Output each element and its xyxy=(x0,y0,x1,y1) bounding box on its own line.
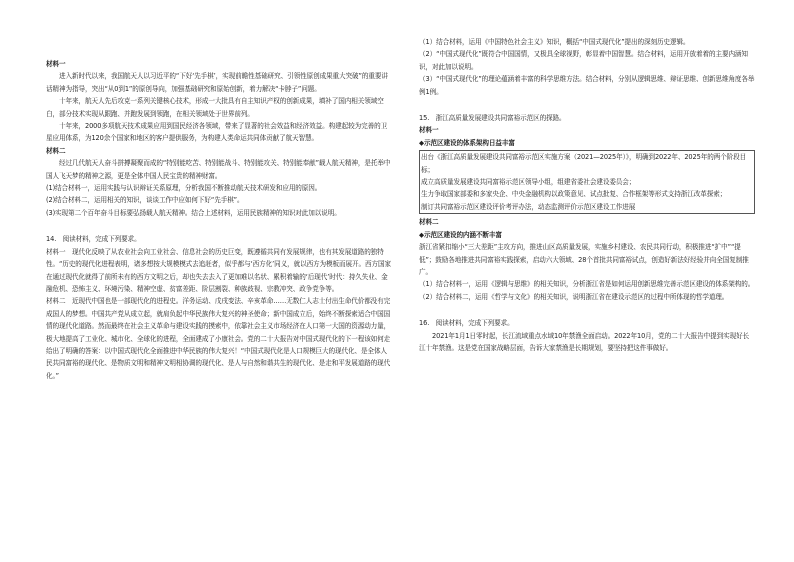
q15-heading-two: ◆示范区建设的内涵不断丰富 xyxy=(419,230,502,239)
q15-framework-box xyxy=(419,150,755,214)
material-two-paragraph: 经过几代航天人奋斗拼搏凝聚而成的“特别能吃苦、特别能战斗、特别能攻关、特别能奉献”载人航天精神，是托举中国人飞天梦的精神之源，更是全体中国人民宝贵的精神财富。 xyxy=(46,159,391,180)
question-15-title: 15. 浙江高质量发展建设共同富裕示范区的探路。 xyxy=(419,114,566,123)
material-one-title: 材料一 xyxy=(46,60,66,68)
question-item: （2）“中国式现代化”既符合中国国情，又极具全球视野，彰显着中国智慧。结合材料，运用开放着着的主要内涵知识，对此加以说明。 xyxy=(419,50,748,71)
question-item: （1）结合材料一，运用《逻辑与思维》的相关知识，分析浙江省是如何运用创新思维完善示范区建设的体系架构的。 xyxy=(419,280,755,289)
material-one-paragraph: 十年来，2000多项航天技术成果应用到国民经济各领域，带来了显著的社会效益和经济效益。构建起较为完善的卫星应用体系，为120余个国家和地区的客户提供服务，为构建人类命运共同体贡献了航天智慧。 xyxy=(46,122,388,143)
box-line: 成立高质量发展建设共同富裕示范区领导小组，组建省委社会建设委员会； xyxy=(421,178,636,187)
box-line: 出台《浙江高质量发展建设共同富裕示范区实施方案（2021—2025年）》，明确到2022年、2025年的两个阶段目标； xyxy=(421,153,747,174)
question-14-title: 14. 阅读材料，完成下列要求。 xyxy=(46,235,141,244)
right-column xyxy=(419,36,755,354)
question-item: (2)结合材料二，运用相关的知识，谈谈工作中应如何下好“先手棋”。 xyxy=(46,196,244,205)
left-column xyxy=(46,58,392,382)
question-14-material-two: 材料二 近现代中国也是一部现代化的进程史。洋务运动、戊戌变法、辛亥革命……无数仁人志士付出生命代价都没有完成国人的梦想。中国共产党从成立起，就肩负起中华民族伟大复兴的神圣使命；新中国成立后，始终不断探索适合中国国情的现代化道路。然而最终在社会主义革命与建设实践的摸索中，依靠社会主义市场经济在人口第一大国的资源动力量，极大地提高了工业化、城市化、全球化的进程，全面建成了小康社会。党的二十大报告对中国式现代化的下一程该如何走给出了明确的答案：以中国式现代化全面推进中华民族的伟大复兴！“中国式现代化是人口规模巨大的现代化、是全体人民共同富裕的现代化、是物质文明和精神文明相协调的现代化、是人与自然和谐共生的现代化、是走和平发展道路的现代化。” xyxy=(46,297,391,380)
question-item: (1)结合材料一，运用实践与认识辩证关系原理，分析我国不断推动航天技术研发和应用的原因。 xyxy=(46,184,322,193)
material-one-paragraph: 进入新时代以来，我国航天人以习近平的“下好‘先手棋’，实现前瞻性基础研究、引领性原创成果重大突破”的重要讲话精神为指导，突出“从0到1”的原创导向，加强基础研究和原始创新，着力解决“卡脖子”问题。 xyxy=(46,72,388,93)
material-one-paragraph: 十年来，航天人先后攻克一系列关键核心技术，形成一大批具有自主知识产权的创新成果，填补了国内相关领域空白，部分技术实现从跟跑、并跑发展到领跑，在相关领域处于世界前列。 xyxy=(46,97,384,118)
q15-material-two-title: 材料二 xyxy=(419,218,439,227)
q15-material-one-title: 材料一 xyxy=(419,126,439,135)
box-line: 生力争取国家部委和多家央企、中央金融机构以政策意见、试点批复、合作框架等形式支持浙江改革探索； xyxy=(421,190,727,199)
q15-heading-one: ◆示范区建设的体系架构日益丰富 xyxy=(419,138,515,147)
question-item: （3）“中国式现代化”的理论蕴涵着丰富的科学思维方法。结合材料，分别从逻辑思维、辩证思维、创新思维角度各举例1例。 xyxy=(419,75,755,96)
box-line: 制订共同富裕示范区建设评价考评办法，动态监测评价示范区建设工作进展 xyxy=(421,202,636,211)
question-item: （1）结合材料，运用《中国特色社会主义》知识，概括“中国式现代化”提出的深刻历史逻辑。 xyxy=(419,38,690,46)
q15-material-two-paragraph: 浙江省紧扣缩小“三大差距”主攻方向，推进山区高质量发展，实施乡村建设、农民共同行动，积极推进“扩中”“提低”；鼓励各地推进共同富裕实践探索，启动六大领域、28个首批共同富裕试点，创造好新法好经验并向全国复制推广。 xyxy=(419,243,749,276)
question-16-title: 16. 阅读材料，完成下列要求。 xyxy=(419,319,514,328)
question-14-material-one: 材料一 现代化反映了从农业社会向工业社会、信息社会的历史巨变，既遵循共同有发展规律，也有其发展道路的独特性。“历史的现代化进程表明，诸多想按大规模模式去追赶者，似乎都与‘西方化’同义，就以西方为模板而展开。西方国家在通过现代化就得了前所未有的西方文明之后，却也失去去入了更加难以名状、累积着输的‘后现代’时代：持久失业、金融危机、恐怖主义、环境污染、精神空虚、贫富差距、阶层割裂、种族歧视、宗教冲突、政争党争等。 xyxy=(46,247,391,293)
material-two-title: 材料二 xyxy=(46,146,66,155)
question-item: （2）结合材料二，运用《哲学与文化》的相关知识，说明浙江省在建设示范区的过程中所体现的哲学道理。 xyxy=(419,292,729,301)
question-16-paragraph: 2021年1月1日零时起，长江流域重点水域10年禁渔全面启动。2022年10月，党的二十大报告中提到实现好长江十年禁渔。这是党在国家战略层面，告诉大家禁渔是长期规划，要坚持把这件事做好。 xyxy=(419,331,750,352)
question-item: (3)实现第二个百年奋斗目标要弘扬载人航天精神。结合上述材料，运用民族精神的知识对此加以说明。 xyxy=(46,208,341,217)
